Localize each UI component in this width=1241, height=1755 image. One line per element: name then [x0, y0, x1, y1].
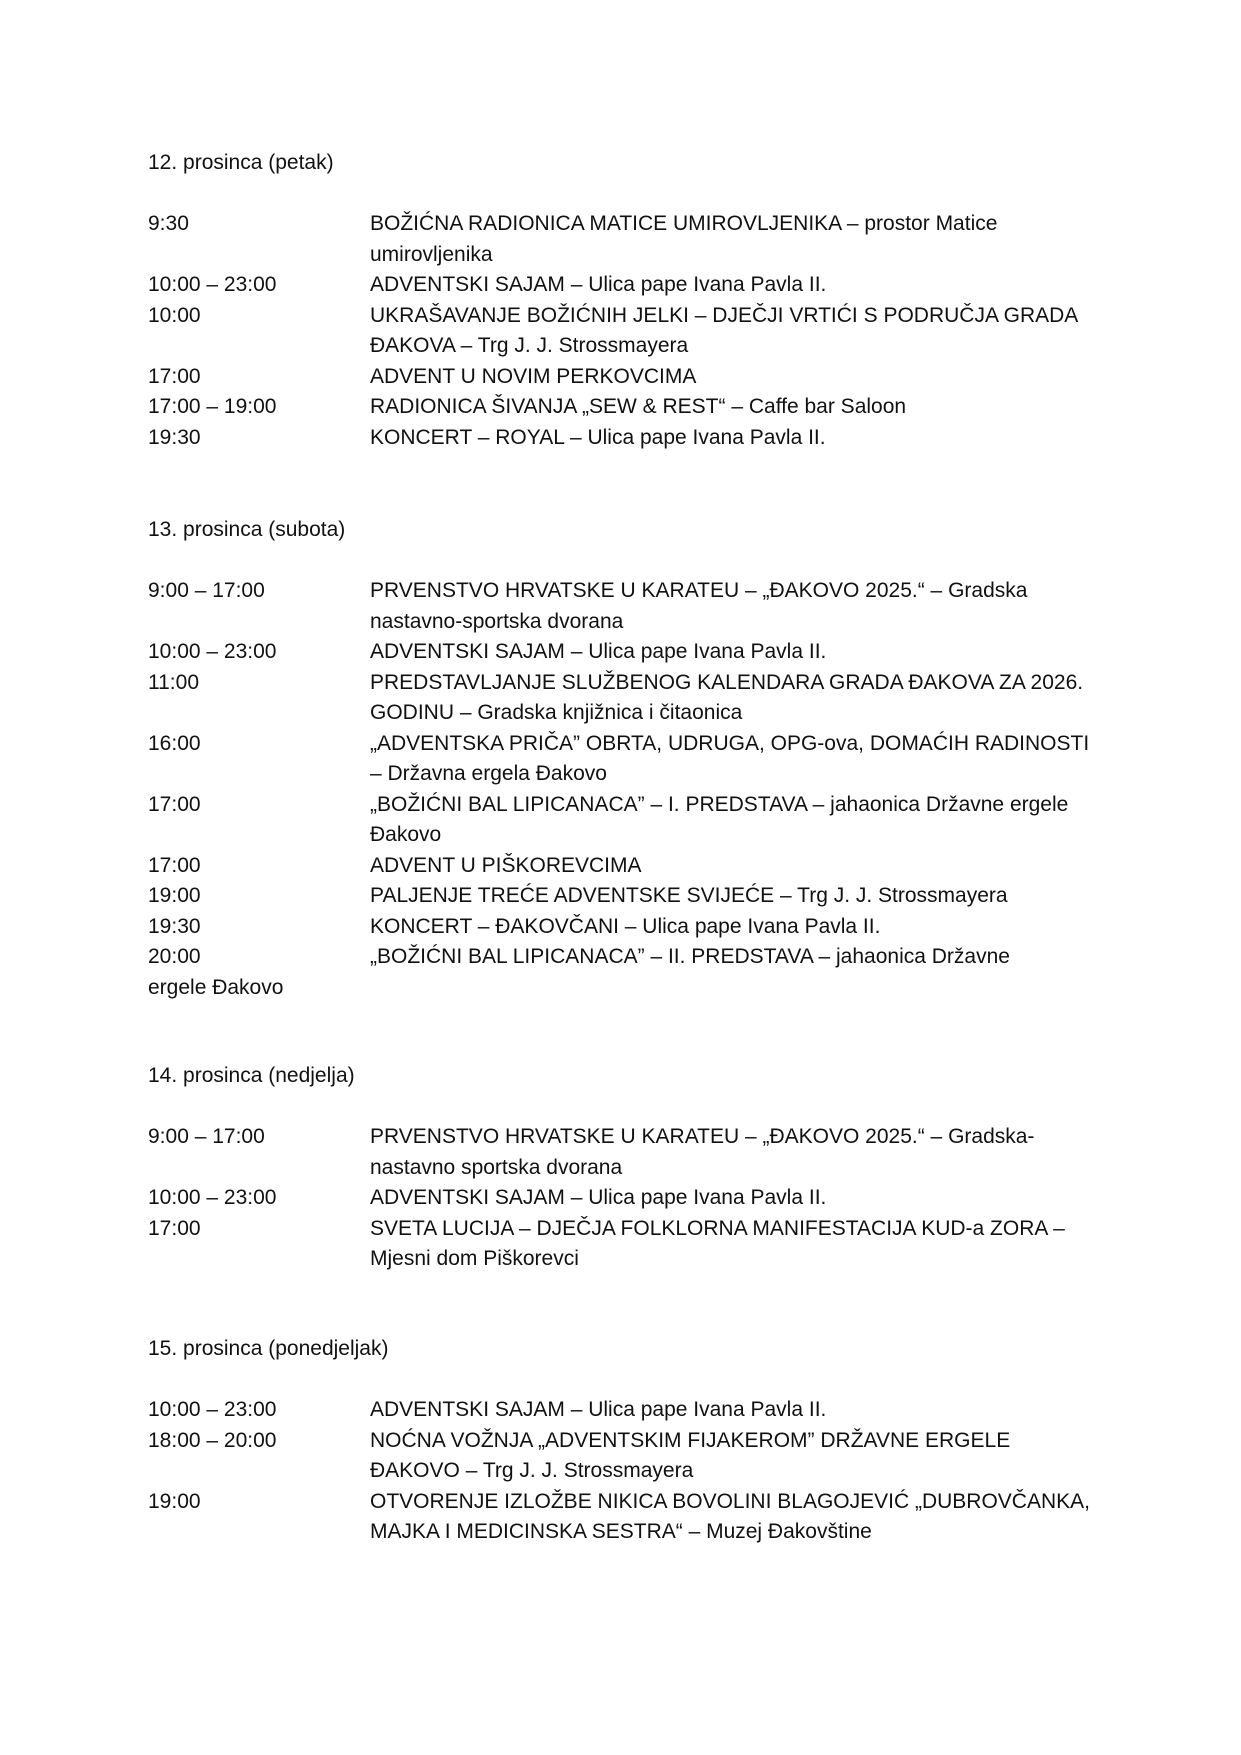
event-description: ADVENT U NOVIM PERKOVCIMA [370, 364, 697, 388]
event-time: 11:00 [148, 670, 199, 694]
event-time: 10:00 – 23:00 [148, 640, 277, 663]
event-time: 19:30 [148, 914, 201, 938]
event-description: BOŽIĆNA RADIONICA MATICE UMIROVLJENIKA – prostor Matice umirovljenika [370, 212, 998, 266]
event-list [148, 209, 1098, 453]
event-time: 10:00 – 23:00 [148, 1398, 277, 1421]
event-description: PRVENSTVO HRVATSKE U KARATEU – „ĐAKOVO 2025.“ – Gradska-nastavno sportska dvorana [370, 1125, 1035, 1179]
event-time: 19:00 [148, 1489, 201, 1513]
event-description: ADVENTSKI SAJAM – Ulica pape Ivana Pavla II. [370, 1186, 827, 1209]
event-row [148, 301, 1098, 362]
event-row [148, 1122, 1098, 1183]
event-row [148, 668, 1098, 729]
event-row [148, 942, 1098, 1003]
event-description: PRVENSTVO HRVATSKE U KARATEU – „ĐAKOVO 2025.“ – Gradska nastavno-sportska dvorana [370, 579, 1028, 633]
event-description: KONCERT – ĐAKOVČANI – Ulica pape Ivana Pavla II. [370, 914, 881, 938]
event-time: 10:00 [148, 303, 201, 327]
event-row [148, 881, 1098, 912]
event-description: PREDSTAVLJANJE SLUŽBENOG KALENDARA GRADA ĐAKOVA ZA 2026. GODINU – Gradska knjižnica i čitaonica [370, 670, 1084, 724]
event-description: ADVENT U PIŠKOREVCIMA [370, 853, 642, 877]
event-row [148, 1426, 1098, 1487]
event-time: 9:00 – 17:00 [148, 579, 265, 602]
event-description: „BOŽIĆNI BAL LIPICANACA” – I. PREDSTAVA – jahaonica Državne ergele Đakovo [370, 792, 1069, 846]
event-description: „BOŽIĆNI BAL LIPICANACA” – II. PREDSTAVA – jahaonica Državne [370, 945, 1010, 968]
event-description: ADVENTSKI SAJAM – Ulica pape Ivana Pavla II. [370, 273, 827, 296]
event-description: „ADVENTSKA PRIČA” OBRTA, UDRUGA, OPG-ova, DOMAĆIH RADINOSTI – Državna ergela Đakovo [370, 731, 1090, 785]
event-description: UKRAŠAVANJE BOŽIĆNIH JELKI – DJEČJI VRTIĆI S PODRUČJA GRADA ĐAKOVA – Trg J. J. Strossmayera [370, 303, 1078, 357]
day-heading: 12. prosinca (petak) [148, 151, 334, 174]
event-time: 17:00 [148, 364, 201, 388]
event-time: 19:00 [148, 884, 201, 907]
event-time: 16:00 [148, 731, 201, 755]
event-row [148, 637, 1098, 668]
event-time: 17:00 [148, 1216, 201, 1240]
event-time: 20:00 [148, 945, 201, 968]
event-description: SVETA LUCIJA – DJEČJA FOLKLORNA MANIFESTACIJA KUD-a ZORA – Mjesni dom Piškorevci [370, 1216, 1065, 1270]
event-time: 17:00 [148, 792, 201, 816]
event-time: 17:00 [148, 853, 201, 877]
event-description: ADVENTSKI SAJAM – Ulica pape Ivana Pavla II. [370, 1398, 827, 1421]
event-row [148, 729, 1098, 790]
event-row [148, 1183, 1098, 1214]
event-description: NOĆNA VOŽNJA „ADVENTSKIM FIJAKEROM” DRŽAVNE ERGELE ĐAKOVO – Trg J. J. Strossmayera [370, 1428, 1011, 1482]
event-time: 19:30 [148, 425, 201, 449]
event-description: OTVORENJE IZLOŽBE NIKICA BOVOLINI BLAGOJEVIĆ „DUBROVČANKA, MAJKA I MEDICINSKA SESTRA“ – Muzej Đakovštine [370, 1489, 1090, 1543]
event-description-continuation: ergele Đakovo [148, 975, 284, 999]
day-section-12 [148, 148, 1098, 453]
event-row [148, 1214, 1098, 1275]
day-section-13 [148, 515, 1098, 1003]
event-list [148, 1395, 1098, 1548]
day-section-15 [148, 1334, 1098, 1548]
event-time: 17:00 – 19:00 [148, 395, 277, 418]
event-list [148, 576, 1098, 1003]
event-row [148, 270, 1098, 301]
event-description: KONCERT – ROYAL – Ulica pape Ivana Pavla II. [370, 425, 826, 449]
event-row [148, 576, 1098, 637]
event-time: 9:00 – 17:00 [148, 1125, 265, 1148]
event-time: 9:30 [148, 212, 189, 235]
event-description: ADVENTSKI SAJAM – Ulica pape Ivana Pavla II. [370, 640, 827, 663]
event-row [148, 790, 1098, 851]
event-description: PALJENJE TREĆE ADVENTSKE SVIJEĆE – Trg J. J. Strossmayera [370, 884, 1008, 907]
event-row [148, 423, 1098, 454]
day-section-14 [148, 1061, 1098, 1275]
event-row [148, 1487, 1098, 1548]
event-row [148, 362, 1098, 393]
event-time: 18:00 – 20:00 [148, 1428, 277, 1452]
event-row [148, 851, 1098, 882]
day-heading: 15. prosinca (ponedjeljak) [148, 1337, 389, 1360]
event-list [148, 1122, 1098, 1275]
event-row [148, 392, 1098, 423]
event-row [148, 209, 1098, 270]
event-time: 10:00 – 23:00 [148, 1186, 277, 1209]
day-heading: 14. prosinca (nedjelja) [148, 1064, 355, 1087]
day-heading: 13. prosinca (subota) [148, 518, 346, 541]
event-row [148, 912, 1098, 943]
event-description: RADIONICA ŠIVANJA „SEW & REST“ – Caffe bar Saloon [370, 395, 907, 418]
event-time: 10:00 – 23:00 [148, 273, 277, 296]
event-row [148, 1395, 1098, 1426]
